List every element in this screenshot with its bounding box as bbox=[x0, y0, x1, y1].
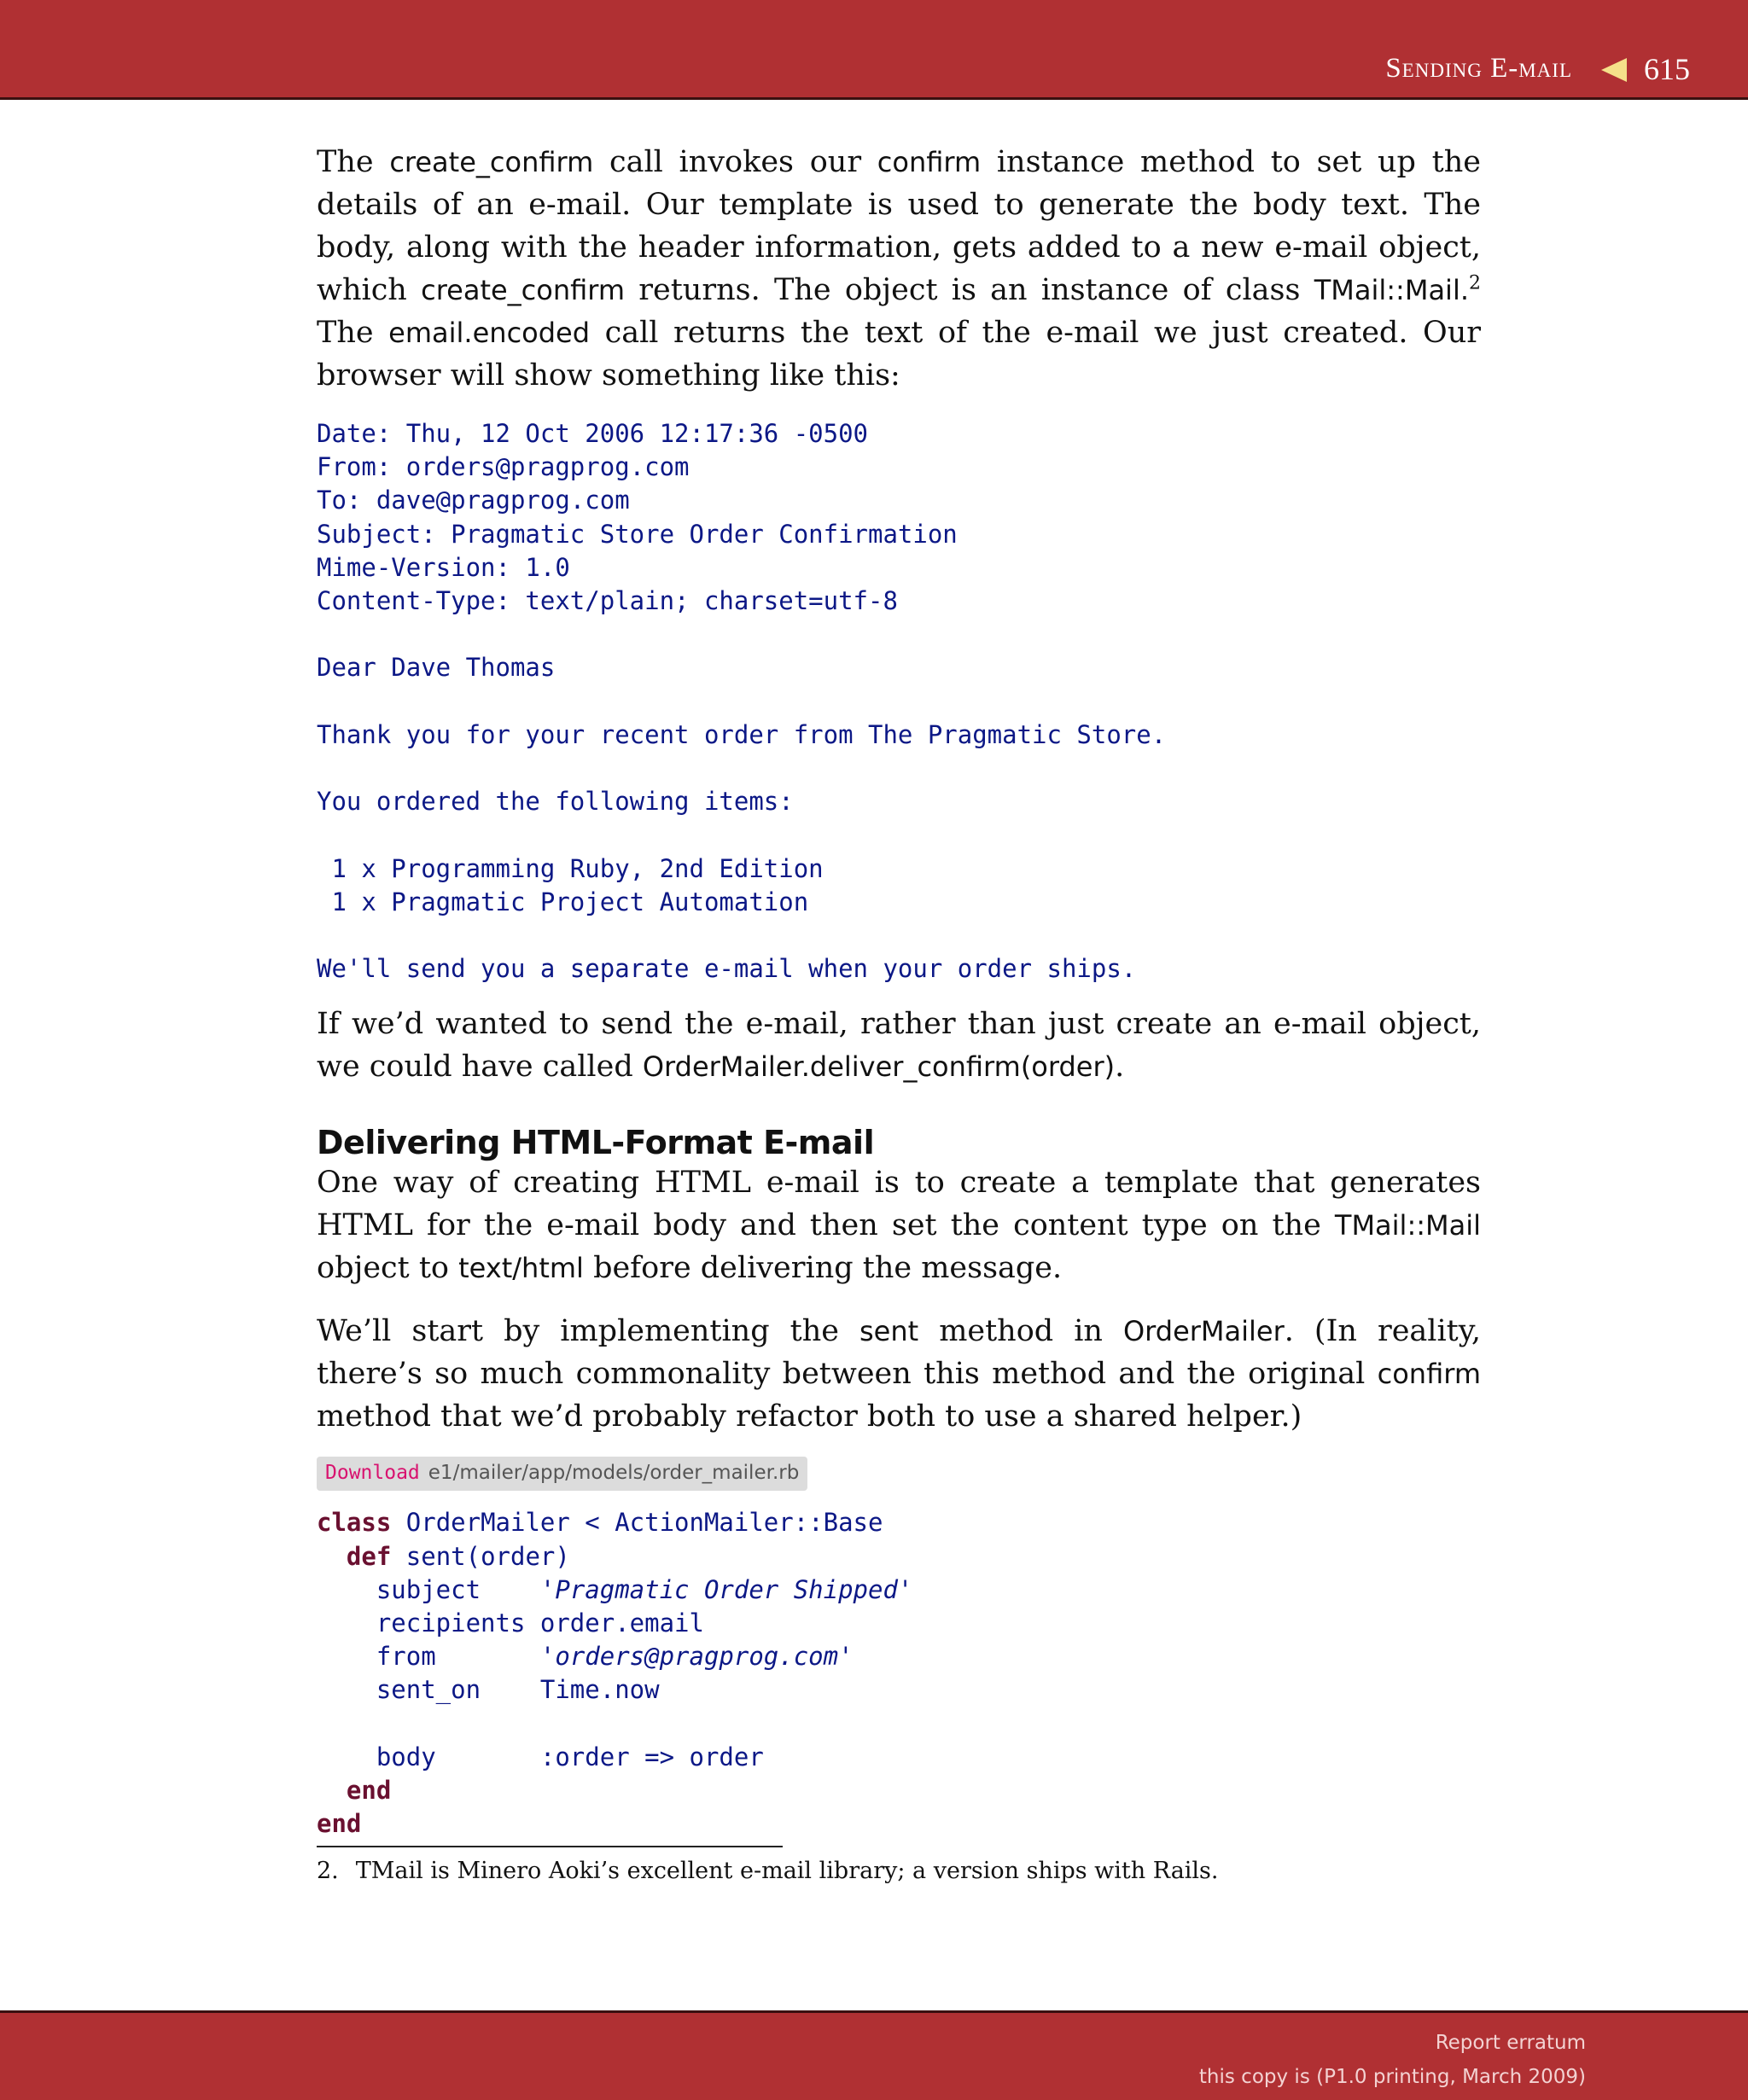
code-indent bbox=[317, 1542, 347, 1571]
footnote-number: 2. bbox=[317, 1858, 339, 1885]
download-label[interactable]: Download bbox=[325, 1462, 420, 1485]
inline-code: create_confirm bbox=[421, 274, 626, 306]
text-run: method in bbox=[918, 1314, 1123, 1349]
text-run: object to bbox=[317, 1251, 459, 1286]
paragraph-deliver bbox=[317, 1003, 1481, 1088]
inline-code: OrderMailer.deliver_confirm(order) bbox=[642, 1050, 1116, 1084]
page-header bbox=[0, 0, 1748, 100]
text-run: One way of creating HTML e-mail is to create a template that generates HTML for the e-mail body and then set the content type on the bbox=[317, 1166, 1481, 1243]
copy-notice: this copy is (P1.0 printing, March 2009) bbox=[1198, 2066, 1586, 2088]
text-run: call returns the text of the e-mail we just created. Our browser will show something like this: bbox=[317, 316, 1481, 393]
code-indent bbox=[317, 1776, 347, 1805]
report-erratum-link[interactable]: Report erratum bbox=[1435, 2032, 1586, 2054]
download-link[interactable] bbox=[317, 1457, 807, 1491]
download-file-path[interactable]: e1/mailer/app/models/order_mailer.rb bbox=[428, 1462, 800, 1485]
text-run: method that we’d probably refactor both to use a shared helper.) bbox=[317, 1399, 1302, 1434]
code-string: 'orders@pragprog.com' bbox=[539, 1642, 854, 1672]
code-text: sent(order) bbox=[391, 1541, 570, 1571]
paragraph-sent-method bbox=[317, 1310, 1481, 1438]
inline-code: confirm bbox=[1377, 1358, 1481, 1391]
code-listing bbox=[317, 1506, 1481, 1841]
code-text: sent_on Time.now bbox=[317, 1675, 660, 1705]
code-keyword: end bbox=[346, 1776, 392, 1806]
section-heading: Delivering HTML-Format E-mail bbox=[317, 1124, 875, 1162]
code-keyword: end bbox=[317, 1809, 362, 1839]
code-keyword: class bbox=[317, 1508, 392, 1538]
text-run: returns. The object is an instance of class bbox=[625, 273, 1314, 307]
page-footer bbox=[0, 2010, 1748, 2100]
code-text: subject bbox=[317, 1574, 540, 1604]
inline-code: text/html bbox=[458, 1252, 584, 1285]
email-output-listing: Date: Thu, 12 Oct 2006 12:17:36 -0500 From: orders@pragprog.com To: dave@pragprog.com Subject: Pragmatic Store Order Confirmation Mime-Version: 1.0 Content-Type: text/plain; charset=utf-8 Dear Dave Thomas Thank you for your recent order from The Pragmatic Store. You ordered the following items: 1 x Programming Ruby, 2nd Edition 1 x Pragmatic Project Automation We'll send you a separate e-mail when your order ships. bbox=[317, 419, 1167, 984]
running-header-title: Sending E-mail bbox=[1385, 53, 1572, 84]
inline-code: sent bbox=[859, 1315, 919, 1348]
text-run: We’ll start by implementing the bbox=[317, 1314, 859, 1349]
code-text: body :order => order bbox=[317, 1742, 764, 1771]
code-keyword: def bbox=[346, 1541, 392, 1571]
paragraph-html-email bbox=[317, 1161, 1481, 1289]
back-arrow-icon[interactable] bbox=[1601, 58, 1627, 82]
inline-code: TMail::Mail bbox=[1334, 1209, 1481, 1242]
code-text: from bbox=[317, 1642, 540, 1672]
text-run: call invokes our bbox=[593, 145, 877, 179]
inline-code: TMail::Mail. bbox=[1314, 274, 1469, 306]
text-run: instance method to set up the details of an e-mail. Our template is used to generate the body text. The body, along with the header information, gets added to a new e-mail object, which bbox=[317, 145, 1481, 307]
inline-code: create_confirm bbox=[389, 146, 594, 178]
code-text: recipients order.email bbox=[317, 1608, 704, 1638]
footnote-marker[interactable]: 2 bbox=[1469, 272, 1481, 294]
footnote bbox=[317, 1858, 1481, 1884]
code-string: 'Pragmatic Order Shipped' bbox=[539, 1574, 913, 1604]
text-run: The bbox=[317, 316, 389, 350]
text-run: before delivering the message. bbox=[583, 1251, 1063, 1286]
footnote-divider bbox=[317, 1846, 783, 1847]
footnote-text: TMail is Minero Aoki’s excellent e-mail library; a version ships with Rails. bbox=[355, 1858, 1219, 1885]
text-run: . (In reality, there’s so much commonality between this method and the original bbox=[317, 1314, 1481, 1392]
paragraph-create-confirm bbox=[317, 141, 1481, 397]
text-run: The bbox=[317, 145, 390, 179]
code-text: OrderMailer < ActionMailer::Base bbox=[391, 1508, 883, 1538]
inline-code: confirm bbox=[877, 146, 982, 178]
text-run: If we’d wanted to send the e-mail, rather than just create an e-mail object, we could have called bbox=[317, 1007, 1481, 1085]
page-number: 615 bbox=[1644, 52, 1690, 86]
inline-code: OrderMailer bbox=[1122, 1315, 1285, 1348]
page-content bbox=[317, 141, 1481, 1884]
inline-code: email.encoded bbox=[388, 317, 591, 349]
text-run: . bbox=[1115, 1050, 1125, 1085]
